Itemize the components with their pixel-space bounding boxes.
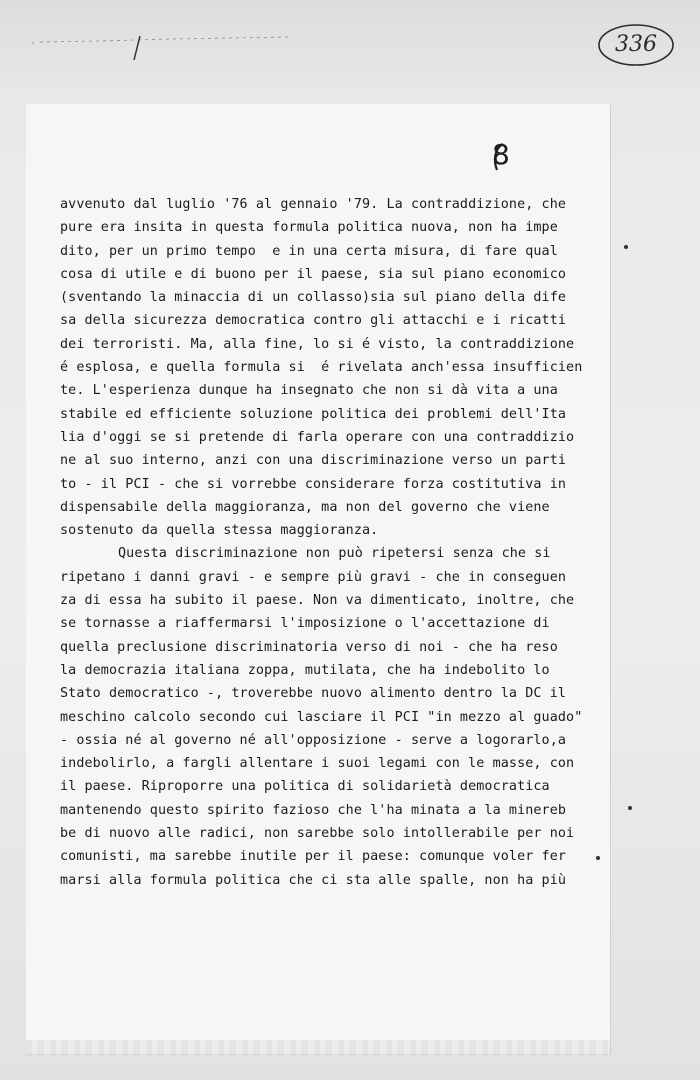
- text-line: sostenuto da quella stessa maggioranza.: [60, 523, 379, 539]
- text-line: dei terroristi. Ma, alla fine, lo si é visto, la contraddizione: [60, 336, 575, 352]
- text-line: sa della sicurezza democratica contro gli attacchi e i ricatti: [60, 313, 567, 329]
- text-line: stabile ed efficiente soluzione politica dei problemi dell'Ita: [60, 406, 567, 422]
- text-line: marsi alla formula politica che ci sta alle spalle, non ha più: [60, 872, 567, 888]
- text-line: la democrazia italiana zoppa, mutilata, che ha indebolito lo: [60, 662, 550, 678]
- text-line: pure era insita in questa formula politica nuova, non ha impe: [60, 220, 558, 236]
- text-line: quella preclusione discriminatoria verso di noi - che ha reso: [60, 639, 558, 655]
- text-line: se tornasse a riaffermarsi l'imposizione o l'accettazione di: [60, 616, 550, 632]
- text-line: - ossia né al governo né all'opposizione - serve a logorarlo,a: [60, 732, 567, 748]
- page-bottom-edge: [26, 1040, 610, 1056]
- text-line: cosa di utile e di buono per il paese, sia sul piano economico: [60, 266, 567, 282]
- text-line: avvenuto dal luglio '76 al gennaio '79. La contraddizione, che: [60, 197, 567, 212]
- text-line: za di essa ha subito il paese. Non va dimenticato, inoltre, che: [60, 593, 575, 609]
- text-line: lia d'oggi se si pretende di farla operare con una contraddizio: [60, 429, 575, 445]
- top-margin-scribble: [30, 32, 330, 62]
- text-line: Stato democratico -, troverebbe nuovo alimento dentro la DC il: [60, 686, 567, 702]
- page-number: 8: [492, 138, 510, 171]
- text-line: mantenendo questo spirito fazioso che l'ha minata a la minereb: [60, 802, 567, 818]
- text-line: meschino calcolo secondo cui lasciare il PCI "in mezzo al guado": [60, 709, 583, 725]
- margin-speck: [628, 806, 632, 810]
- text-line: ripetano i danni gravi - e sempre più gravi - che in conseguen: [60, 569, 567, 585]
- text-line: to - il PCI - che si vorrebbe considerare forza costitutiva in: [60, 476, 567, 492]
- archive-stamp: [596, 22, 676, 68]
- text-line: (sventando la minaccia di un collasso)sia sul piano della dife: [60, 290, 567, 306]
- text-line: ne al suo interno, anzi con una discriminazione verso un parti: [60, 453, 567, 469]
- text-line: il paese. Riproporre una politica di solidarietà democratica: [60, 779, 550, 795]
- paragraph-start-line: Questa discriminazione non può ripetersi senza che si: [118, 546, 551, 562]
- text-line: dispensabile della maggioranza, ma non del governo che viene: [60, 499, 550, 515]
- margin-speck: [596, 856, 600, 860]
- text-line: te. L'esperienza dunque ha insegnato che non si dà vita a una: [60, 383, 558, 399]
- archive-number: 336: [615, 32, 657, 57]
- margin-speck: [624, 245, 628, 249]
- text-line: dito, per un primo tempo e in una certa misura, di fare qual: [60, 243, 558, 259]
- text-line: comunisti, ma sarebbe inutile per il paese: comunque voler fer: [60, 849, 567, 865]
- text-line: be di nuovo alle radici, non sarebbe solo intollerabile per noi: [60, 826, 575, 842]
- typed-body-text: [60, 193, 600, 892]
- text-line: indebolirlo, a fargli allentare i suoi legami con le masse, con: [60, 756, 575, 772]
- text-line: é esplosa, e quella formula si é rivelata anch'essa insufficien: [60, 360, 583, 376]
